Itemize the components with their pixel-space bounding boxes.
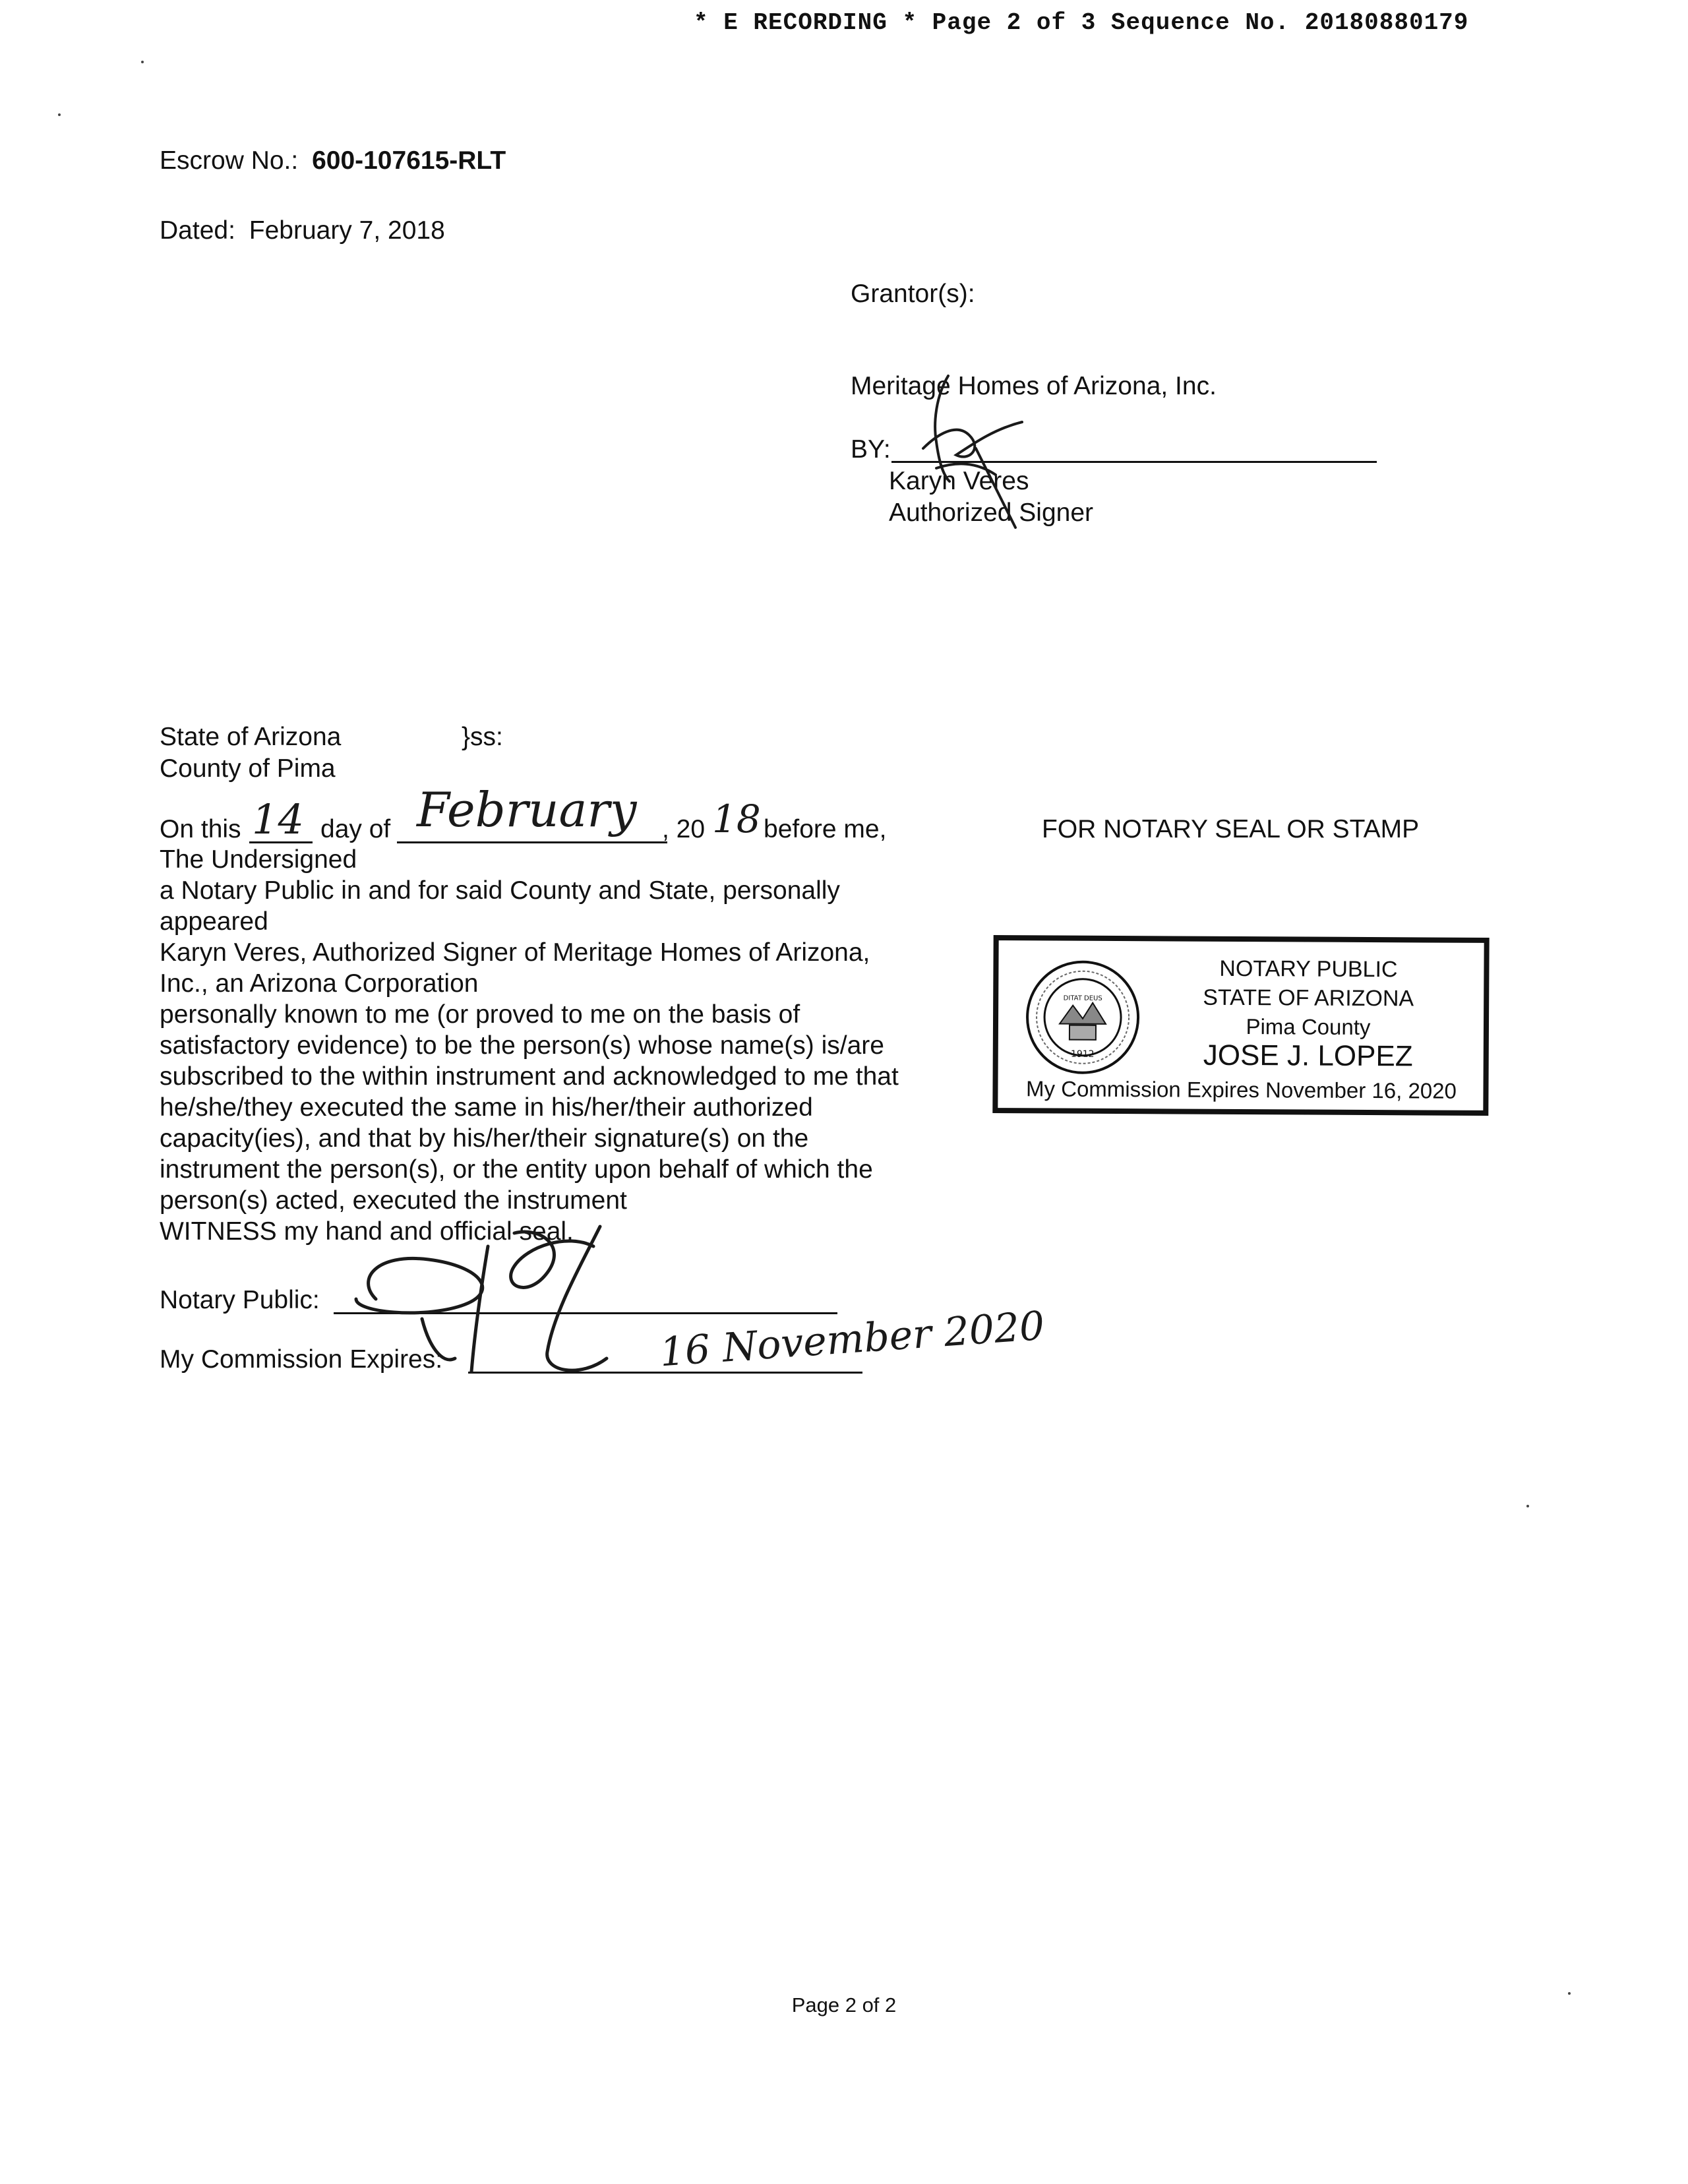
escrow-number: 600-107615-RLT bbox=[312, 146, 506, 175]
commission-handwritten: 16 November 2020 bbox=[658, 1302, 1046, 1376]
dated-value: February 7, 2018 bbox=[249, 216, 445, 245]
ack-line: a Notary Public in and for said County and State, personally bbox=[160, 876, 840, 905]
grantor-signer-title: Authorized Signer bbox=[889, 499, 1094, 527]
ack-line: capacity(ies), and that by his/her/their signature(s) on the bbox=[160, 1124, 809, 1153]
month-line bbox=[397, 841, 667, 843]
venue-state: State of Arizona bbox=[160, 723, 342, 751]
notary-seal-caption: FOR NOTARY SEAL OR STAMP bbox=[1042, 815, 1420, 843]
ack-line: satisfactory evidence) to be the person(s) whose name(s) is/are bbox=[160, 1031, 884, 1060]
seal-year: 1912 bbox=[1070, 1048, 1095, 1060]
grantor-signature-icon bbox=[897, 369, 1081, 534]
dated-row bbox=[160, 216, 445, 245]
by-label: BY: bbox=[851, 435, 891, 464]
ack-line: Inc., an Arizona Corporation bbox=[160, 969, 479, 998]
arizona-seal-icon bbox=[1023, 957, 1143, 1077]
grantor-signer-name: Karyn Veres bbox=[889, 467, 1029, 495]
page-number: Page 2 of 2 bbox=[791, 1993, 897, 2017]
notary-stamp bbox=[992, 935, 1489, 1116]
stamp-name: JOSE J. LOPEZ bbox=[1203, 1039, 1413, 1073]
stamp-line2: STATE OF ARIZONA bbox=[1203, 985, 1414, 1012]
ack-line: Karyn Veres, Authorized Signer of Meritage Homes of Arizona, bbox=[160, 938, 870, 967]
venue-county: County of Pima bbox=[160, 754, 336, 783]
ack-line: personally known to me (or proved to me on the basis of bbox=[160, 1000, 800, 1029]
year-prefix: , 20 bbox=[662, 815, 706, 843]
ack-line: instrument the person(s), or the entity upon behalf of which the bbox=[160, 1155, 873, 1184]
year-handwritten: 18 bbox=[712, 797, 761, 841]
escrow-row bbox=[160, 146, 506, 175]
month-handwritten: February bbox=[417, 782, 637, 837]
stamp-line1: NOTARY PUBLIC bbox=[1219, 956, 1398, 983]
ack-line: person(s) acted, executed the instrument bbox=[160, 1186, 627, 1215]
scan-speck bbox=[1526, 1505, 1529, 1507]
stamp-line3: Pima County bbox=[1246, 1014, 1371, 1040]
recording-header: * E RECORDING * Page 2 of 3 Sequence No. 20180880179 bbox=[694, 9, 1469, 36]
ack-line: The Undersigned bbox=[160, 845, 357, 874]
dated-label: Dated: bbox=[160, 216, 235, 245]
ack-line: WITNESS my hand and official seal. bbox=[160, 1217, 574, 1246]
stamp-expires: My Commission Expires November 16, 2020 bbox=[1025, 1076, 1457, 1103]
before-me-label: before me, bbox=[764, 815, 887, 843]
day-handwritten: 14 bbox=[252, 795, 304, 843]
grantor-company: Meritage Homes of Arizona, Inc. bbox=[851, 372, 1217, 400]
escrow-label: Escrow No.: bbox=[160, 146, 299, 175]
notary-signature-icon bbox=[330, 1207, 673, 1385]
on-this-label: On this bbox=[160, 815, 241, 843]
commission-label: My Commission Expires: bbox=[160, 1345, 443, 1374]
scan-speck bbox=[141, 61, 144, 63]
ack-line: appeared bbox=[160, 907, 268, 936]
venue-ss: }ss: bbox=[462, 723, 503, 751]
seal-motto: DITAT DEUS bbox=[1063, 994, 1102, 1002]
day-of-label: day of bbox=[320, 815, 391, 843]
ack-line: subscribed to the within instrument and acknowledged to me that bbox=[160, 1062, 899, 1091]
notary-public-label: Notary Public: bbox=[160, 1286, 320, 1314]
scan-speck bbox=[58, 113, 61, 116]
grantor-heading: Grantor(s): bbox=[851, 280, 975, 308]
ack-line: he/she/they executed the same in his/her/their authorized bbox=[160, 1093, 813, 1122]
